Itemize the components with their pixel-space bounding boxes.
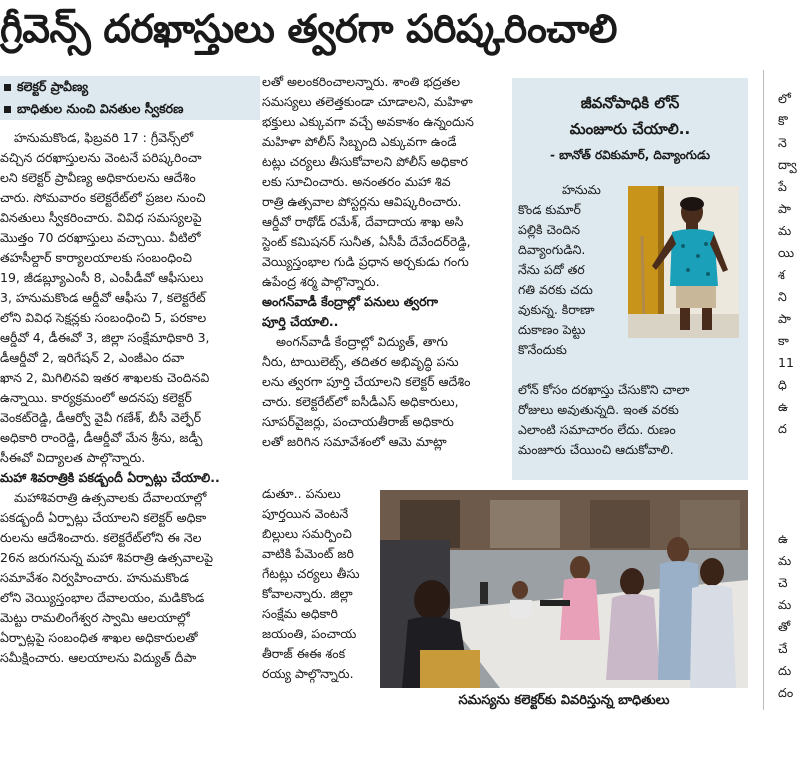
text-line: శ [778,267,785,282]
text-line: వెంకట్‌రెడ్డి, డీఆర్వో వైవీ గణేశ్, బీసీ వెల్ఫేర్ [0,410,201,425]
bullet-text: కలెక్టర్ ప్రావీణ్య [17,79,89,94]
text-line: తహసీల్దార్ కార్యాలయాలకు సంబంధించి [0,250,192,265]
text-line: ఉన్నాయి. కార్యక్రమంలో అదనపు కలెక్టర్ [0,390,192,405]
text-line: 26న జరుగనున్న మహా శివరాత్రి ఉత్సవాలపై [0,550,214,565]
text-line: యి [778,245,795,260]
text-line: వినతులు స్వీకరించారు. వివిధ సమస్యలపై [0,210,202,225]
text-line: లో [778,91,791,106]
article-column-2-narrow [262,484,378,684]
text-line: బిల్లులు సమర్పించి [262,526,352,541]
text-line: వచ్చిన దరఖాస్తులను వెంటనే పరిష్కరించా [0,150,202,165]
text-line: ఏర్పాట్లపై సంబంధిత శాఖల అధికారులతో [0,630,198,645]
text-line: మొత్తం 70 దరఖాస్తులు వచ్చాయి. వీటిలో [0,230,201,245]
text-line: లకు సూచించారు. అనంతరం మహా శివ [262,174,451,189]
meeting-illustration [380,490,748,688]
text-line: నె [778,135,787,150]
text-line: నేను పదో తర [518,262,585,277]
text-line: మహాశివరాత్రి ఉత్సవాలకు దేవాలయాల్లో [14,490,207,505]
bullet-square-icon [4,84,11,91]
text-line [778,506,800,528]
text-line: పా [778,201,791,216]
text-line: నీరు, టాయిలెట్స్, తదితర అభివృద్ధి పను [262,354,459,369]
bullet-square-icon [4,106,11,113]
text-line: కా [778,333,789,348]
text-line: ద [778,421,787,436]
article-column-1 [0,128,258,668]
text-line: వెయ్యిస్తంభాల గుడి ప్రధాన అర్చకుడు గంగు [262,254,469,269]
text-line: ఎలాంటి సమాచారం లేదు. రుణం [518,422,676,437]
text-line: హనుమ [562,182,601,197]
text-line [778,440,800,462]
text-line: సూపర్‌వైజర్లు, పంచాయతీరాజ్ అధికారు [262,414,454,429]
text-line: హనుమకొండ, ఫిబ్రవరి 17 : గ్రీవెన్స్‌లో [14,130,194,145]
text-line: దివ్యాంగుడిని. [518,242,586,257]
text-line: దం [778,685,794,700]
text-line: లతో అలంకరించాలన్నారు. శాంతి భద్రతల [262,74,461,89]
column-divider [763,70,764,710]
bullet-text: బాధితుల నుంచి వినతుల స్వీకరణ [17,101,184,116]
text-line: డీఆర్డీవో 2, ఇరిగేషన్ 2, ఎంజీఎం దవా [0,350,185,365]
box-title: జీవనోపాధికి లోన్ [580,94,680,112]
text-line: సమావేశం నిర్వహించారు. హనుమకొండ [0,570,189,585]
text-line: లని కలెక్టర్ ప్రావీణ్య అధికారులను ఆదేశిం [0,170,196,185]
text-line: గతి వరకు చదు [518,282,593,297]
text-line: వాటికి పేమెంట్ జరి [262,546,354,561]
text-line: పా [778,311,791,326]
text-line: లోని వెయ్యిస్తంభాల దేవాలయం, మడికొండ [0,590,205,605]
text-line: పకడ్బందీ ఏర్పాట్లు చేయాలని కలెక్టర్ అధికా [0,510,207,525]
text-line: దు [778,663,792,678]
text-line: కొనేందుకు [518,342,567,357]
portrait-illustration [628,186,739,338]
text-line: చె [778,575,788,590]
text-line: రయ్య పాల్గొన్నారు. [262,666,354,681]
text-line: ఆర్డీవో రాథోడ్ రమేశ్, దేవాదాయ శాఖ అసి [262,214,464,229]
photo-caption: సమస్యను కలెక్టర్‌కు వివరిస్తున్న బాధితులు [458,693,670,708]
text-line: ని [778,289,787,304]
text-line: పే [778,179,787,194]
text-line: లోని వివిధ సెక్షన్లకు సంబంధించి 5, పరకాల [0,310,207,325]
text-line: ఖాన 2, మిగిలినవి ఇతర శాఖలకు చెందినవి [0,370,210,385]
adjacent-column-fragment [778,88,800,704]
text-line: స్టెంట్ కమిషనర్ సునీత, ఏసీపీ దేవేందర్‌రెడ్డి, [262,234,471,249]
text-line: ధి [778,377,787,392]
text-line: రోజులు అవుతున్నది. ఇంత వరకు [518,402,679,417]
text-line: మెట్టు రామలింగేశ్వర స్వామి ఆలయాల్లో [0,610,190,625]
text-line: ఉపేంద్ర శర్మ పాల్గొన్నారు. [262,274,380,289]
text-line: తో [778,619,791,634]
text-line: లతో జరిగిన సమావేశంలో ఆమె మాట్లా [262,434,447,449]
text-line: గేటట్లు చర్యలు తీసు [262,566,360,581]
text-line: కొండ కుమార్ [518,202,581,217]
text-line: అంగన్‌వాడీ కేంద్రాల్లో విద్యుత్, తాగు [276,334,448,349]
text-line: కొ [778,113,788,128]
text-line: చారు. సోమవారం కలెక్టరేట్‌లో ప్రజల నుంచి [0,190,206,205]
text-line: లోన్ కోసం దరఖాస్తు చేసుకొని చాలా [518,382,690,397]
text-line: ద్వా [778,157,797,172]
text-line: సీఈవో విద్యాలత పాల్గొన్నారు. [0,450,146,465]
text-line: డుతూ.. పనులు [262,486,341,501]
text-line [778,484,800,506]
text-line: అధికారి రాంరెడ్డి, డీఆర్డీవో మేన శ్రీను, జడ్పీ [0,430,203,445]
text-line: మహిళా పోలీస్ సిబ్బంది ఎక్కువగా ఉండే [262,134,457,149]
text-line: టట్లు చర్యలు తీసుకోవాలని పోలీస్ అధికార [262,154,468,169]
text-line: మ [778,553,792,568]
bullet-item [0,76,260,98]
text-line: పల్లికి చెందిన [518,222,580,237]
bullet-item [0,98,260,120]
text-line: చారు. కలెక్టరేట్‌లో ఐసీడీఎస్ అధికారులు, [262,394,459,409]
text-line: 11 [778,355,794,370]
subhead-anganwadi: పూర్తి చేయాలి.. [262,314,339,329]
text-line: 3, హనుమకొండ ఆర్డీవో ఆఫీసు 7, కలెక్టరేట్ [0,290,206,305]
article-column-2 [262,72,506,452]
text-line: తీరాజ్ ఈఈ శంక [262,646,346,661]
text-line: సమస్యలు తలెత్తకుండా చూడాలని, మహిళా [262,94,473,109]
subhead-anganwadi: అంగన్‌వాడీ కేంద్రాల్లో పనులు త్వరగా [262,294,439,309]
text-line: ఉ [778,399,788,414]
box-body [518,180,628,360]
text-line: మ [778,597,792,612]
text-line: జయంతి, పంచాయ [262,626,357,641]
text-line: చే [778,641,788,656]
text-line: 19, జీడబ్ల్యూఎంసీ 8, ఎంపీడీవో ఆఫీసులు [0,270,204,285]
text-line: ఉ [778,531,788,546]
text-line: వుకున్న. కిరాణా [518,302,595,317]
text-line: కోవాలన్నారు. జిల్లా [262,586,353,601]
box-title: మంజూరు చేయాలి.. [569,120,691,138]
box-body-2 [518,380,744,460]
headline: గ్రీవెన్స్ దరఖాస్తులు త్వరగా పరిష్కరించాలి [0,7,617,52]
text-line: మంజూరు చేయించి ఆదుకోవాలి. [518,442,674,457]
text-line: లను త్వరగా పూర్తి చేయాలని కలెక్టర్ ఆదేశిం [262,374,471,389]
text-line: సంక్షేమ అధికారి [262,606,338,621]
text-line: మ [778,223,792,238]
text-line: పూర్తయిన వెంటనే [262,506,349,521]
summary-bullets [0,76,260,120]
text-line: రులను ఆదేశించారు. కలెక్టరేట్‌లోని ఈ నెల [0,530,202,545]
meeting-photo [380,490,748,688]
subhead-shivaratri: మహా శివరాత్రికి పకడ్బందీ ఏర్పాట్లు చేయాలి.. [0,470,220,485]
text-line: భక్తులు ఎక్కువగా వచ్చే అవకాశం ఉన్నందున [262,114,474,129]
text-line: సమీక్షించారు. ఆలయాలను విద్యుత్ దీపా [0,650,197,665]
text-line: దుకాణం పెట్టు [518,322,586,337]
text-line [778,462,800,484]
box-author: - బానోత్ రవికుమార్, దివ్యాంగుడు [550,148,710,162]
text-line: రాత్రి ఉత్సవాల పోస్టర్లను ఆవిష్కరించారు. [262,194,462,209]
portrait-photo [628,186,739,338]
text-line: ఆర్డీవో 4, డీఈవో 3, జిల్లా సంక్షేమాధికారి 3, [0,330,210,345]
